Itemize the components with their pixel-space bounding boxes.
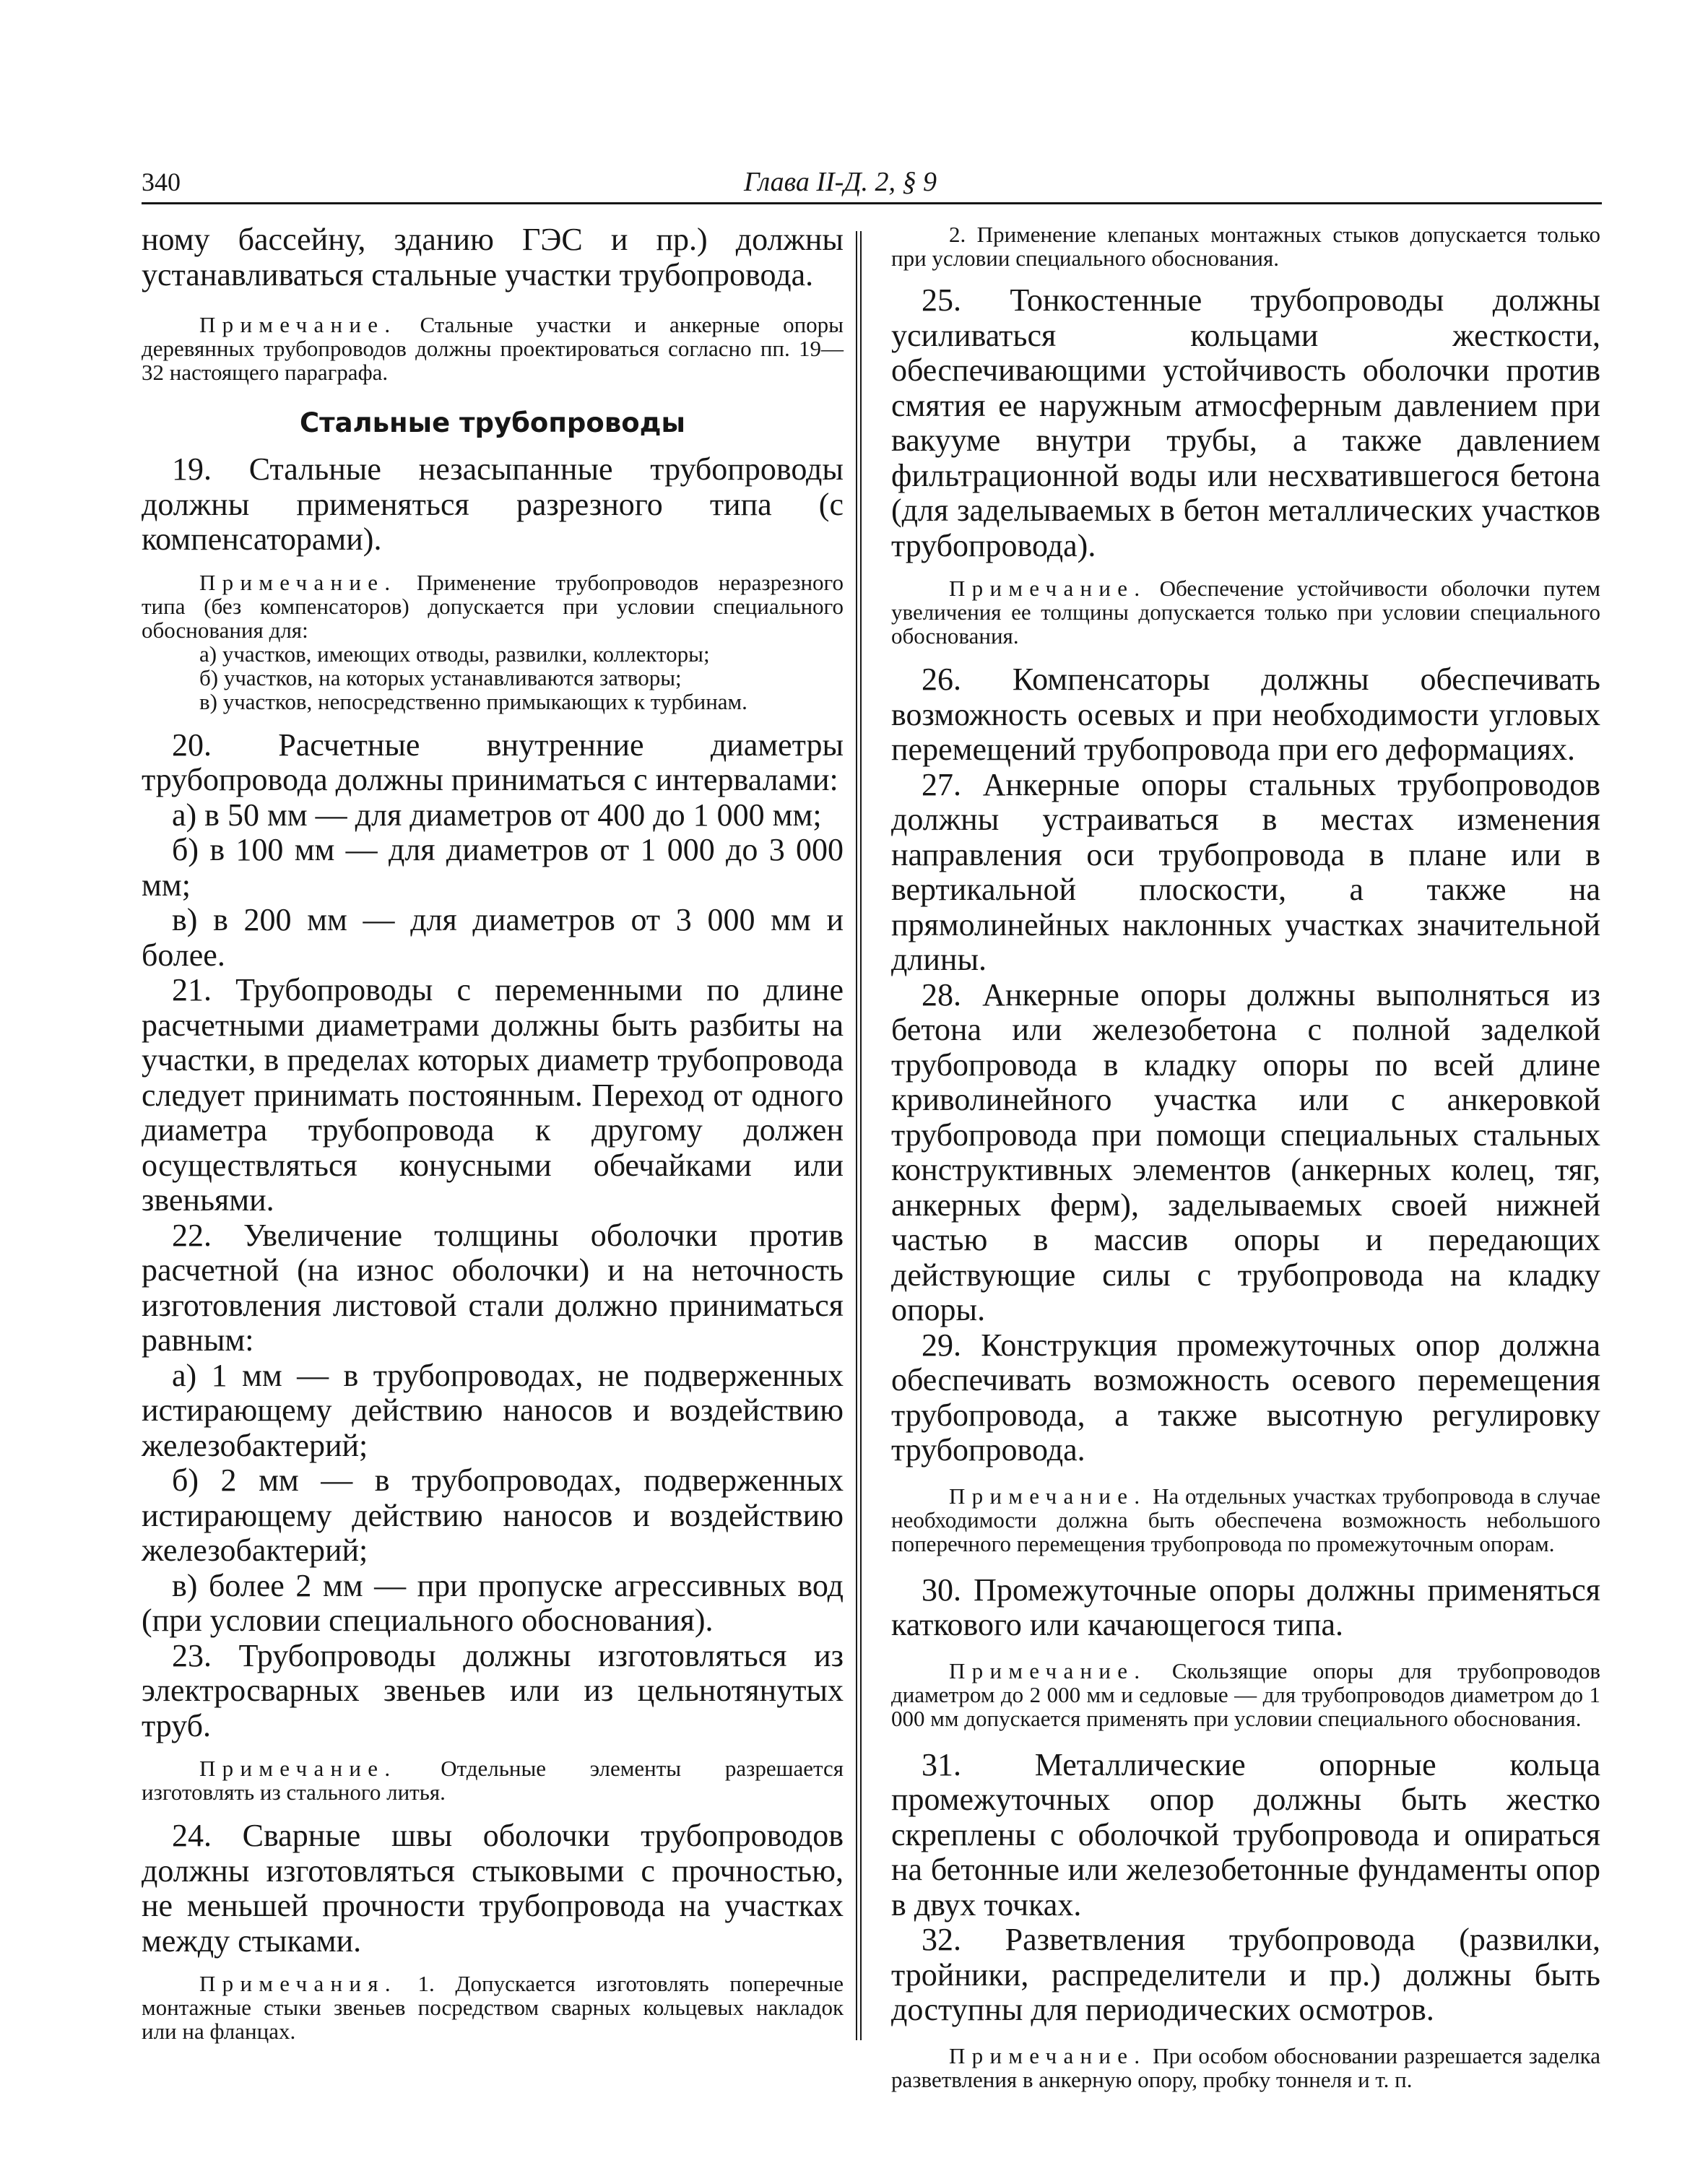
paragraph-continuation: ному бассейну, зданию ГЭС и пр.) должны устанавливаться стальные участки трубопровода.	[142, 222, 844, 292]
paragraph-20-item-a: а) в 50 мм — для диаметров от 400 до 1 000 мм;	[172, 797, 822, 833]
note-text: Применение трубопроводов неразрезного типа (без компенсаторов) допускается при условии специального обоснования для:	[142, 569, 844, 643]
note-19-item-a: а) участков, имеющих отводы, развилки, коллекторы;	[199, 641, 710, 667]
note-30	[891, 1659, 1600, 1730]
paragraph-30: 30. Промежуточные опоры должны применяться каткового или качающегося типа.	[891, 1572, 1600, 1642]
paragraph-27: 27. Анкерные опоры стальных трубопроводов должны устраиваться в местах изменения направления оси трубопровода в плане или в вертикальной плоскости, а также на прямолинейных наклонных участках значительной длины.	[891, 766, 1600, 977]
note-text: При особом обосновании разрешается заделка разветвления в анкерную опору, пробку тоннеля и т. п.	[891, 2042, 1600, 2092]
paragraph-22: 22. Увеличение толщины оболочки против расчетной (на износ оболочки) и на неточность изготовления листовой стали должно приниматься равным:	[142, 1217, 844, 1358]
note-label: Примечание.	[949, 1483, 1147, 1509]
note-label: Примечание.	[199, 569, 397, 595]
note-label: Примечание.	[199, 1756, 397, 1781]
note-24-item-2: 2. Применение клепаных монтажных стыков допускается только при условии специального обоснования.	[891, 222, 1600, 271]
paragraph-21: 21. Трубопроводы с переменными по длине расчетными диаметрами должны быть разбиты на участки, в пределах которых диаметр трубопровода следует принимать постоянным. Переход от одного диаметра трубопровода к другому должен осуществляться конусными обечайками или звеньями.	[142, 972, 844, 1218]
note-text: Скользящие опоры для трубопроводов диаметром до 2 000 мм и седловые — для трубопроводов диаметром до 1 000 мм допускается применять при условии специального обоснования.	[891, 1657, 1600, 1731]
note-label: Примечание.	[949, 576, 1147, 601]
note-text: Стальные участки и анкерные опоры деревянных трубопроводов должны проектироваться согласно пп. 19—32 настоящего параграфа.	[142, 312, 844, 385]
note-text: На отдельных участках трубопровода в случае необходимости должна быть обеспечена возможность небольшого поперечного перемещения трубопровода по промежуточным опорам.	[891, 1483, 1600, 1556]
paragraph-20-item-b: б) в 100 мм — для диаметров от 1 000 до 3 000 мм;	[142, 832, 844, 903]
note-label: Примечание.	[949, 2042, 1147, 2068]
left-column	[142, 222, 844, 2043]
paragraph-20-item-c: в) в 200 мм — для диаметров от 3 000 мм и более.	[142, 902, 844, 973]
note-24	[142, 1972, 844, 2043]
section-heading: Стальные трубопроводы	[299, 407, 685, 438]
note-23	[142, 1756, 844, 1804]
page-header	[142, 162, 1600, 202]
note-text: 1. Допускается изготовлять поперечные монтажные стыки звеньев посредством сварных кольцевых накладок или на фланцах.	[142, 1971, 844, 2044]
note-label: Примечание.	[199, 312, 397, 337]
paragraph-29: 29. Конструкция промежуточных опор должна обеспечивать возможность осевого перемещения трубопровода, а также высотную регулировку трубопровода.	[891, 1327, 1600, 1468]
note-19-item-b: б) участков, на которых устанавливаются затворы;	[199, 664, 682, 690]
note-19-item-c: в) участков, непосредственно примыкающих к турбинам.	[199, 688, 747, 714]
column-separator	[856, 231, 862, 2040]
note-label: Примечание.	[949, 1657, 1147, 1683]
note-text: Обеспечение устойчивости оболочки путем увеличения ее толщины допускается только при условии специального обоснования.	[891, 576, 1600, 649]
note-32	[891, 2044, 1600, 2092]
running-head: Глава II-Д. 2, § 9	[744, 167, 937, 197]
note-text: Отдельные элементы разрешается изготовлять из стального литья.	[142, 1756, 844, 1805]
header-rule	[142, 202, 1602, 204]
right-column	[891, 222, 1600, 2092]
note-label: Примечания.	[199, 1971, 397, 1996]
paragraph-22-item-b: б) 2 мм — в трубопроводах, подверженных истирающему действию наносов и воздействию железобактерий;	[142, 1462, 844, 1568]
paragraph-19: 19. Стальные незасыпанные трубопроводы должны применяться разрезного типа (с компенсаторами).	[142, 451, 844, 557]
note-29	[891, 1484, 1600, 1556]
paragraph-22-item-a: а) 1 мм — в трубопроводах, не подверженных истирающему действию наносов и воздействию железобактерий;	[142, 1357, 844, 1463]
page-number: 340	[142, 168, 181, 196]
note-25	[891, 576, 1600, 648]
paragraph-31: 31. Металлические опорные кольца промежуточных опор должны быть жестко скреплены с оболочкой трубопровода и опираться на бетонные или железобетонные фундаменты опор в двух точках.	[891, 1746, 1600, 1923]
paragraph-24: 24. Сварные швы оболочки трубопроводов должны изготовляться стыковыми с прочностью, не меньшей прочности трубопровода на участках между стыками.	[142, 1818, 844, 1959]
paragraph-28: 28. Анкерные опоры должны выполняться из бетона или железобетона с полной заделкой трубопровода в кладку опоры по всей длине криволинейного участка или с анкеровкой трубопровода при помощи специальных стальных конструктивных элементов (анкерных колец, тяг, анкерных ферм), заделываемых своей нижней частью в массив опоры и передающих действующие силы с трубопровода на кладку опоры.	[891, 976, 1600, 1327]
paragraph-32: 32. Разветвления трубопровода (развилки, тройники, распределители и пр.) должны быть доступны для периодических осмотров.	[891, 1922, 1600, 2027]
paragraph-22-item-c: в) более 2 мм — при пропуске агрессивных вод (при условии специального обоснования).	[142, 1567, 844, 1638]
paragraph-26: 26. Компенсаторы должны обеспечивать возможность осевых и при необходимости угловых перемещений трубопровода при его деформациях.	[891, 662, 1600, 767]
paragraph-25: 25. Тонкостенные трубопроводы должны усиливаться кольцами жесткости, обеспечивающими устойчивость оболочки против смятия ее наружным атмосферным давлением при вакууме внутри трубы, а также давлением фильтрационной воды или несхватившегося бетона (для заделываемых в бетон металлических участков трубопровода).	[891, 282, 1600, 563]
paragraph-23: 23. Трубопроводы должны изготовляться из электросварных звеньев или из цельнотянутых труб.	[142, 1637, 844, 1743]
note-wooden-pipelines	[142, 313, 844, 384]
paragraph-20: 20. Расчетные внутренние диаметры трубопровода должны приниматься с интервалами:	[142, 727, 844, 797]
note-19	[142, 571, 844, 642]
